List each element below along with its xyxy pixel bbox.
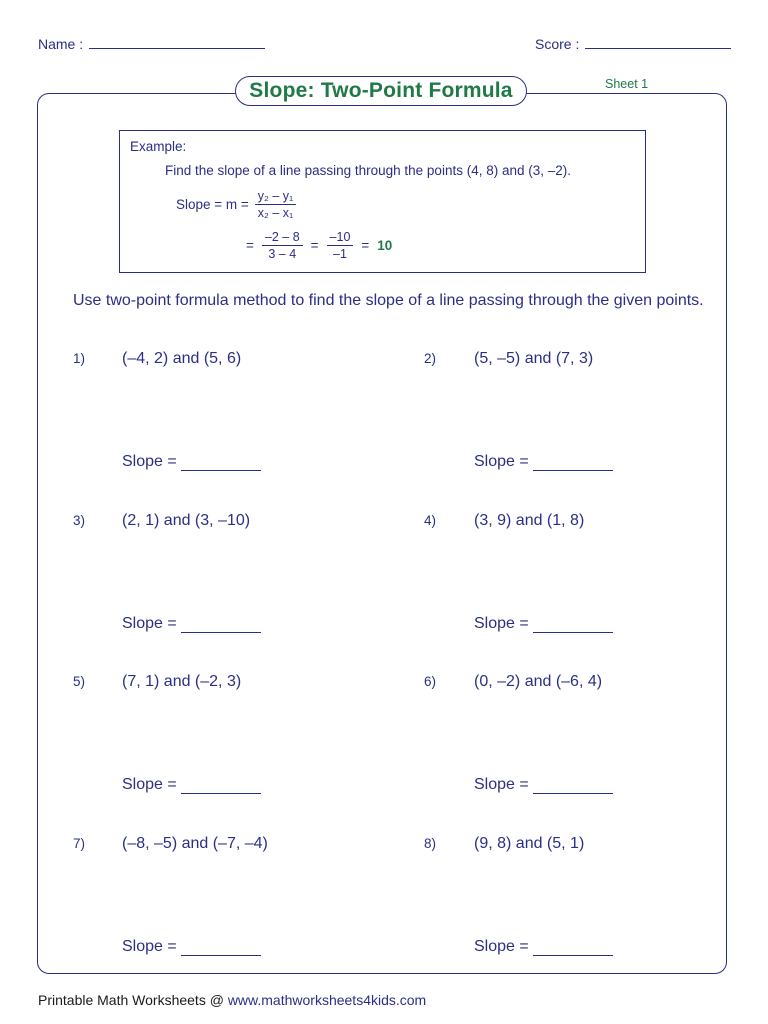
slope-label: Slope = [122, 938, 177, 955]
slope-answer-line[interactable] [181, 453, 261, 471]
name-blank-line[interactable] [89, 34, 265, 49]
step2-denominator: –1 [333, 247, 347, 261]
score-field[interactable] [535, 34, 731, 52]
slope-answer-field[interactable] [474, 776, 613, 794]
score-blank-line[interactable] [585, 34, 731, 49]
question-number: 8) [424, 836, 437, 851]
instructions: Use two-point formula method to find the slope of a line passing through the given points. [73, 292, 704, 309]
slope-label: Slope = [122, 453, 177, 470]
slope-answer-line[interactable] [181, 776, 261, 794]
question-points: (–8, –5) and (–7, –4) [122, 835, 268, 852]
name-label: Name : [38, 36, 84, 52]
question-number: 5) [73, 674, 86, 689]
question-points: (5, –5) and (7, 3) [474, 350, 594, 367]
step2-numerator: –10 [327, 230, 354, 246]
slope-answer-line[interactable] [181, 615, 261, 633]
example-heading: Example: [130, 139, 187, 154]
question-points: (2, 1) and (3, –10) [122, 512, 251, 529]
slope-answer-line[interactable] [181, 938, 261, 956]
slope-m-label: Slope = m = [176, 197, 249, 212]
name-field[interactable] [38, 34, 265, 52]
formula-denominator: x₂ – x₁ [257, 206, 294, 220]
slope-answer-line[interactable] [533, 938, 613, 956]
slope-answer-field[interactable] [474, 938, 613, 956]
slope-answer-field[interactable] [122, 776, 261, 794]
worksheet-title-text: Slope: Two-Point Formula [249, 79, 513, 102]
question-points: (0, –2) and (–6, 4) [474, 673, 603, 690]
sheet-label: Sheet 1 [605, 77, 649, 91]
slope-answer-line[interactable] [533, 615, 613, 633]
worksheet-title [235, 76, 527, 106]
slope-answer-line[interactable] [533, 776, 613, 794]
slope-label: Slope = [474, 776, 529, 793]
footer-text: Printable Math Worksheets @ [38, 992, 224, 1008]
step1-fraction [262, 230, 303, 261]
equals-sign: = [361, 238, 370, 253]
equals-sign: = [310, 238, 319, 253]
question-points: (7, 1) and (–2, 3) [122, 673, 242, 690]
question-points: (9, 8) and (5, 1) [474, 835, 585, 852]
question-number: 4) [424, 513, 437, 528]
example-steps [246, 230, 392, 261]
slope-answer-field[interactable] [474, 615, 613, 633]
example-answer: 10 [377, 238, 393, 253]
slope-label: Slope = [122, 615, 177, 632]
slope-label: Slope = [474, 453, 529, 470]
formula-numerator: y₂ – y₁ [255, 189, 296, 205]
question-number: 6) [424, 674, 437, 689]
slope-answer-field[interactable] [122, 615, 261, 633]
slope-answer-field[interactable] [474, 453, 613, 471]
score-label: Score : [535, 36, 580, 52]
slope-label: Slope = [474, 615, 529, 632]
slope-answer-field[interactable] [122, 938, 261, 956]
question-number: 3) [73, 513, 86, 528]
example-formula [176, 189, 296, 220]
step1-numerator: –2 – 8 [262, 230, 303, 246]
step2-fraction [327, 230, 354, 261]
question-number: 1) [73, 351, 86, 366]
example-problem: Find the slope of a line passing through the points (4, 8) and (3, –2). [165, 163, 572, 178]
slope-label: Slope = [122, 776, 177, 793]
slope-answer-field[interactable] [122, 453, 261, 471]
footer-link[interactable]: www.mathworksheets4kids.com [227, 992, 427, 1008]
slope-label: Slope = [474, 938, 529, 955]
equals-sign: = [246, 238, 254, 253]
formula-fraction [255, 189, 296, 220]
slope-answer-line[interactable] [533, 453, 613, 471]
question-number: 7) [73, 836, 86, 851]
question-number: 2) [424, 351, 437, 366]
footer [38, 992, 426, 1008]
step1-denominator: 3 – 4 [268, 247, 297, 261]
question-points: (3, 9) and (1, 8) [474, 512, 585, 529]
question-points: (–4, 2) and (5, 6) [122, 350, 242, 367]
